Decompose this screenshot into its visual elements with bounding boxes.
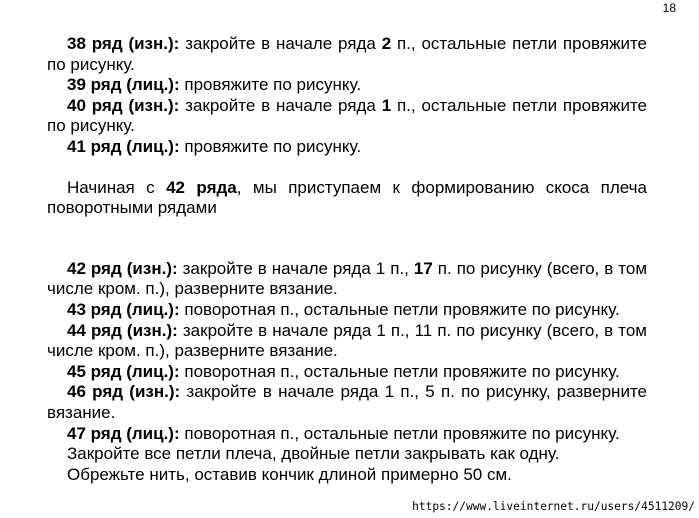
- row-label: 43 ряд (лиц.):: [67, 299, 180, 319]
- row-45: 45 ряд (лиц.): поворотная п., остальные петли провяжите по рисунку.: [67, 361, 620, 381]
- row-label: 40 ряд (изн.):: [67, 95, 180, 115]
- row-38: 38 ряд (изн.): закройте в начале ряда 2 п., остальные петли провяжите по рисунку.: [47, 34, 647, 74]
- row-label: 41 ряд (лиц.):: [67, 136, 180, 156]
- row-label: 45 ряд (лиц.):: [67, 361, 180, 381]
- row-label: 42 ряд (изн.):: [67, 258, 178, 278]
- row-41: 41 ряд (лиц.): провяжите по рисунку.: [67, 136, 362, 156]
- row-39: 39 ряд (лиц.): провяжите по рисунку.: [67, 75, 362, 95]
- row-40: 40 ряд (изн.): закройте в начале ряда 1 п., остальные петли провяжите по рисунку.: [47, 95, 647, 136]
- page-number: 18: [662, 1, 676, 15]
- closing-line: Закройте все петли плеча, двойные петли закрывать как одну.: [67, 444, 560, 464]
- row-label: 46 ряд (изн.):: [67, 382, 181, 402]
- pattern-instructions: [47, 34, 647, 485]
- row-46: 46 ряд (изн.): закройте в начале ряда 1 п., 5 п. по рисунку, разверните вязание.: [47, 382, 647, 422]
- row-42: 42 ряд (изн.): закройте в начале ряда 1 п., 17 п. по рисунку (всего, в том числе кром. п.), разверните вязание.: [47, 258, 648, 299]
- row-label: 47 ряд (лиц.):: [67, 423, 180, 443]
- row-label: 38 ряд (изн.):: [67, 34, 180, 53]
- row-43: 43 ряд (лиц.): поворотная п., остальные петли провяжите по рисунку.: [67, 299, 620, 319]
- closing-line: Обрежьте нить, оставив кончик длиной примерно 50 см.: [67, 464, 512, 484]
- intro-paragraph: Начиная с 42 ряда, мы приступаем к формированию скоса плеча поворотными рядами: [47, 177, 647, 218]
- source-url[interactable]: https://www.liveinternet.ru/users/4511209/: [412, 500, 695, 513]
- spacer: [47, 158, 647, 178]
- row-47: 47 ряд (лиц.): поворотная п., остальные петли провяжите по рисунку.: [67, 423, 620, 443]
- row-label: 44 ряд (изн.):: [67, 320, 178, 340]
- row-label: 39 ряд (лиц.):: [67, 75, 180, 95]
- spacer: [47, 219, 647, 259]
- row-44: 44 ряд (изн.): закройте в начале ряда 1 п., 11 п. по рисунку (всего, в том числе кром. п.), разверните вязание.: [47, 320, 647, 361]
